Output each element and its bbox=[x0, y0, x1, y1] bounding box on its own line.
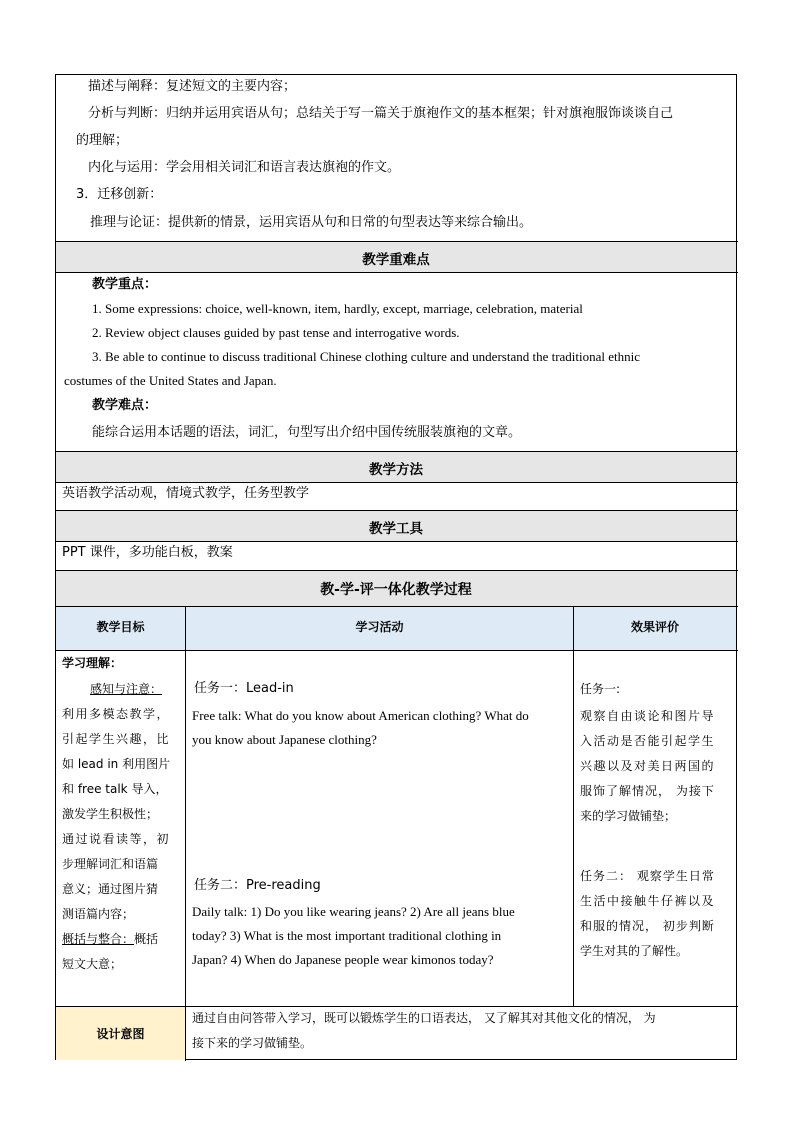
goal-line: 引起学生兴趣，比 bbox=[62, 732, 171, 746]
goal-line: 通过说看读等，初 bbox=[62, 832, 171, 846]
design-line-1: 通过自由问答带入学习，既可以锻炼学生的口语表达， 又了解其对其他文化的情况， 为 bbox=[192, 1011, 656, 1025]
method-title: 教学方法 bbox=[369, 462, 423, 478]
design-label: 设计意图 bbox=[96, 1027, 145, 1041]
goal-line: 步理解词汇和语篇 bbox=[62, 857, 159, 871]
task1-title: 任务一：Lead-in bbox=[194, 681, 294, 696]
eval1-line: 观察自由谈论和图片导 bbox=[580, 709, 716, 723]
method-text: 英语教学活动观，情境式教学，任务型教学 bbox=[62, 486, 310, 501]
key-item-1: 1. Some expressions: choice, well-known, item, hardly, except, marriage, celebration, material bbox=[92, 301, 583, 316]
goal-line: 如 lead in 利用图片 bbox=[62, 757, 171, 771]
analyze-line-1: 分析与判断：归纳并运用宾语从句；总结关于写一篇关于旗袍作文的基本框架；针对旗袍服饰谈谈自己 bbox=[88, 106, 674, 121]
lesson-plan-table bbox=[55, 74, 737, 1060]
diff-text: 能综合运用本话题的语法，词汇，句型写出介绍中国传统服装旗袍的文章。 bbox=[92, 425, 522, 440]
task2-line-1: Daily talk: 1) Do you like wearing jeans? 2) Are all jeans blue bbox=[192, 904, 515, 919]
focus-title: 教学重难点 bbox=[362, 252, 430, 268]
task2-line-2: today? 3) What is the most important traditional clothing in bbox=[192, 928, 502, 943]
goal-line: 激发学生积极性； bbox=[62, 807, 159, 821]
key-item-3b: costumes of the United States and Japan. bbox=[64, 373, 277, 388]
tools-title: 教学工具 bbox=[369, 521, 423, 537]
goal-perceive-label: 感知与注意： bbox=[90, 682, 163, 696]
tools-text: PPT 课件，多功能白板，教案 bbox=[62, 545, 233, 560]
task2-line-3: Japan? 4) When do Japanese people wear kimonos today? bbox=[192, 952, 494, 967]
internal-line: 内化与运用：学会用相关词汇和语言表达旗袍的作文。 bbox=[88, 160, 401, 175]
eval1-line: 服饰了解情况， 为接下 bbox=[580, 784, 715, 798]
goal-line: 意义；通过图片猜 bbox=[62, 882, 159, 896]
goal-heading: 学习理解： bbox=[62, 656, 123, 670]
col-header-eval: 效果评价 bbox=[630, 620, 679, 634]
goal-summarize-line: 概括与整合：概括 bbox=[62, 932, 159, 946]
goal-line: 利用多模态教学， bbox=[62, 707, 171, 721]
eval2-line: 任务二： 观察学生日常 bbox=[580, 869, 715, 883]
describe-line: 描述与阐释：复述短文的主要内容； bbox=[88, 79, 297, 94]
analyze-line-2: 的理解； bbox=[76, 133, 129, 148]
eval1-line: 兴趣以及对美日两国的 bbox=[580, 759, 716, 773]
eval2-line: 学生对其的了解性。 bbox=[580, 944, 689, 958]
transfer-heading: 3．迁移创新： bbox=[76, 187, 163, 202]
goal-line: 短文大意； bbox=[62, 957, 123, 971]
task2-title: 任务二：Pre-reading bbox=[194, 878, 321, 893]
eval2-line: 生活中接触牛仔裤以及 bbox=[580, 894, 716, 908]
goal-line: 测语篇内容； bbox=[62, 907, 135, 921]
eval2-line: 和服的情况， 初步判断 bbox=[580, 919, 715, 933]
eval1-line: 入活动是否能引起学生 bbox=[580, 734, 716, 748]
col-header-activity: 学习活动 bbox=[355, 620, 404, 634]
reason-line: 推理与论证：提供新的情景，运用宾语从句和日常的句型表达等来综合输出。 bbox=[90, 215, 533, 230]
eval1-line: 任务一: bbox=[580, 682, 621, 696]
process-title: 教-学-评一体化教学过程 bbox=[320, 582, 472, 598]
key-label: 教学重点： bbox=[92, 277, 158, 292]
key-item-2: 2. Review object clauses guided by past tense and interrogative words. bbox=[92, 325, 460, 340]
design-line-2: 接下来的学习做铺垫。 bbox=[192, 1036, 313, 1050]
diff-label: 教学难点： bbox=[92, 398, 158, 413]
col-header-goal: 教学目标 bbox=[96, 620, 145, 634]
task1-line-2: you know about Japanese clothing? bbox=[192, 732, 377, 747]
task1-line-1: Free talk: What do you know about American clothing? What do bbox=[192, 708, 529, 723]
eval1-line: 来的学习做铺垫； bbox=[580, 809, 677, 823]
goal-line: 和 free talk 导入， bbox=[62, 782, 168, 796]
key-item-3a: 3. Be able to continue to discuss traditional Chinese clothing culture and understand the traditional ethnic bbox=[92, 349, 641, 364]
